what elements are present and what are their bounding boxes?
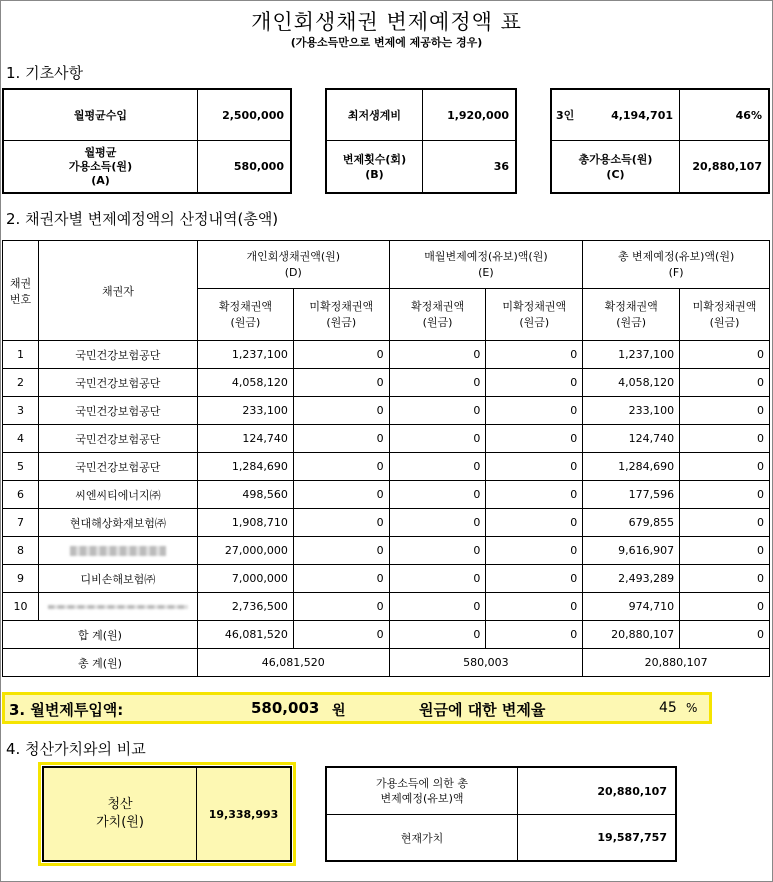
row-f-unconfirmed: 0	[680, 341, 770, 369]
row-d-unconfirmed: 0	[293, 593, 389, 621]
group-e-title: 매월변제예정(유보)액(원)	[424, 249, 548, 263]
total-repay-label	[327, 768, 517, 814]
total-disposable-label-line1: 총가용소득(원)	[578, 152, 653, 166]
disposable-value: 580,000	[233, 160, 284, 173]
group-e-sub: (E)	[478, 265, 494, 279]
table-row	[3, 593, 770, 621]
total-disposable-label-line2: (C)	[606, 167, 625, 181]
row-f-confirmed: 4,058,120	[583, 369, 680, 397]
row-d-confirmed: 27,000,000	[197, 537, 293, 565]
total-label: 총 계(원)	[3, 649, 198, 677]
row-d-unconfirmed: 0	[293, 453, 389, 481]
row-creditor-name	[38, 593, 197, 621]
row-d-confirmed: 124,740	[197, 425, 293, 453]
disposable-label-line1: 월평균	[84, 145, 117, 159]
sum-e1: 0	[389, 621, 486, 649]
liquidation-label-line2: 가치(원)	[96, 815, 144, 830]
repay-rate-unit: %	[686, 701, 698, 715]
row-e-unconfirmed: 0	[486, 481, 583, 509]
basic-info-box-income	[2, 88, 292, 194]
group-f-sub: (F)	[668, 265, 684, 279]
row-d-confirmed: 4,058,120	[197, 369, 293, 397]
row-creditor-name: 씨엔씨티에너지㈜	[38, 481, 197, 509]
row-e-confirmed: 0	[389, 369, 486, 397]
row-d-unconfirmed: 0	[293, 509, 389, 537]
row-d-unconfirmed: 0	[293, 369, 389, 397]
table-row	[3, 369, 770, 397]
group-f-title: 총 변제예정(유보)액(원)	[617, 249, 735, 263]
section2-heading: 2. 채권자별 변제예정액의 산정내역(총액)	[6, 210, 279, 228]
row-e-unconfirmed: 0	[486, 453, 583, 481]
total-d: 46,081,520	[197, 649, 389, 677]
col-header-no: 채권 번호	[3, 241, 39, 341]
liquidation-label	[44, 768, 196, 860]
sub-header-d-confirmed: 확정채권액 (원금)	[197, 289, 293, 341]
row-number: 1	[3, 341, 39, 369]
row-f-confirmed: 974,710	[583, 593, 680, 621]
basic-info-box-living	[325, 88, 517, 194]
row-e-confirmed: 0	[389, 537, 486, 565]
row-number: 7	[3, 509, 39, 537]
row-f-unconfirmed: 0	[680, 509, 770, 537]
group-header-e	[389, 241, 583, 289]
monthly-income-label: 월평균수입	[73, 109, 128, 122]
row-f-unconfirmed: 0	[680, 481, 770, 509]
sub-header-f-unconfirmed: 미확정채권액 (원금)	[680, 289, 770, 341]
page-subtitle: (가용소득만으로 변제에 제공하는 경우)	[290, 36, 483, 49]
present-value-value: 19,587,757	[597, 831, 667, 844]
row-d-unconfirmed: 0	[293, 565, 389, 593]
row-e-confirmed: 0	[389, 481, 486, 509]
row-number: 3	[3, 397, 39, 425]
row-f-unconfirmed: 0	[680, 397, 770, 425]
row-d-confirmed: 2,736,500	[197, 593, 293, 621]
repay-count-label-line2: (B)	[365, 167, 384, 181]
table-row	[3, 509, 770, 537]
group-header-d	[197, 241, 389, 289]
sub-header-f-confirmed: 확정채권액 (원금)	[583, 289, 680, 341]
row-creditor-name: 국민건강보험공단	[38, 369, 197, 397]
comparison-box	[325, 766, 677, 862]
sum-f1: 20,880,107	[583, 621, 680, 649]
row-creditor-name: 현대해상화재보험㈜	[38, 509, 197, 537]
row-d-unconfirmed: 0	[293, 481, 389, 509]
monthly-repay-label: 3. 월변제투입액:	[9, 701, 124, 719]
row-f-unconfirmed: 0	[680, 453, 770, 481]
row-d-unconfirmed: 0	[293, 397, 389, 425]
sum-row	[3, 621, 770, 649]
disposable-label-line3: (A)	[91, 173, 110, 187]
row-f-confirmed: 679,855	[583, 509, 680, 537]
table-row	[3, 565, 770, 593]
header-row-groups	[3, 241, 770, 289]
total-e: 580,003	[389, 649, 583, 677]
total-disposable-value: 20,880,107	[692, 160, 762, 173]
section3-bar	[2, 692, 712, 724]
row-d-confirmed: 233,100	[197, 397, 293, 425]
total-f: 20,880,107	[583, 649, 770, 677]
col-header-creditor: 채권자	[38, 241, 197, 341]
monthly-income-value: 2,500,000	[222, 108, 284, 122]
sub-header-e-unconfirmed: 미확정채권액 (원금)	[486, 289, 583, 341]
basic-info-box-total	[550, 88, 770, 194]
household-percent: 46%	[735, 108, 762, 122]
row-creditor-name: 국민건강보험공단	[38, 341, 197, 369]
row-e-unconfirmed: 0	[486, 593, 583, 621]
redacted-name-blur	[70, 546, 166, 556]
monthly-repay-amount: 580,003	[251, 699, 320, 717]
repay-count-label	[327, 141, 422, 192]
row-f-unconfirmed: 0	[680, 369, 770, 397]
row-number: 6	[3, 481, 39, 509]
table-row	[3, 341, 770, 369]
row-f-unconfirmed: 0	[680, 537, 770, 565]
total-repay-value: 20,880,107	[597, 784, 667, 798]
table-row	[3, 481, 770, 509]
row-f-confirmed: 9,616,907	[583, 537, 680, 565]
repay-rate-label: 원금에 대한 변제율	[419, 701, 546, 719]
row-creditor-name	[38, 537, 197, 565]
row-e-confirmed: 0	[389, 565, 486, 593]
disposable-label-line2: 가용소득(원)	[68, 159, 133, 173]
row-f-unconfirmed: 0	[680, 593, 770, 621]
row-d-confirmed: 1,237,100	[197, 341, 293, 369]
row-d-confirmed: 7,000,000	[197, 565, 293, 593]
section1-heading: 1. 기초사항	[6, 64, 84, 82]
sum-d2: 0	[293, 621, 389, 649]
row-e-confirmed: 0	[389, 425, 486, 453]
sum-label: 합 계(원)	[3, 621, 198, 649]
row-f-confirmed: 177,596	[583, 481, 680, 509]
min-living-value: 1,920,000	[447, 108, 509, 122]
table-row	[3, 453, 770, 481]
row-e-confirmed: 0	[389, 593, 486, 621]
row-d-confirmed: 1,908,710	[197, 509, 293, 537]
row-f-confirmed: 1,284,690	[583, 453, 680, 481]
sub-header-e-confirmed: 확정채권액 (원금)	[389, 289, 486, 341]
row-e-unconfirmed: 0	[486, 565, 583, 593]
repay-rate-value: 45	[659, 700, 677, 716]
row-f-confirmed: 2,493,289	[583, 565, 680, 593]
row-f-unconfirmed: 0	[680, 425, 770, 453]
disposable-label	[4, 141, 197, 192]
row-e-unconfirmed: 0	[486, 369, 583, 397]
row-f-confirmed: 233,100	[583, 397, 680, 425]
row-creditor-name: 디비손해보험㈜	[38, 565, 197, 593]
row-e-unconfirmed: 0	[486, 341, 583, 369]
row-f-confirmed: 1,237,100	[583, 341, 680, 369]
liquidation-label-line1: 청산	[107, 797, 133, 812]
total-repay-label-line2: 변제예정(유보)액	[380, 792, 464, 805]
group-d-sub: (D)	[284, 265, 302, 279]
row-f-unconfirmed: 0	[680, 565, 770, 593]
illegible-name-text	[48, 605, 188, 609]
row-e-unconfirmed: 0	[486, 537, 583, 565]
household-amount: 4,194,701	[611, 108, 673, 122]
group-d-title: 개인회생채권액(원)	[246, 249, 341, 263]
present-value-label: 현재가치	[400, 831, 444, 845]
row-number: 9	[3, 565, 39, 593]
monthly-repay-unit: 원	[332, 703, 346, 719]
sum-d1: 46,081,520	[197, 621, 293, 649]
row-d-confirmed: 498,560	[197, 481, 293, 509]
row-e-unconfirmed: 0	[486, 509, 583, 537]
sub-header-d-unconfirmed: 미확정채권액 (원금)	[293, 289, 389, 341]
repay-count-label-line1: 변제횟수(회)	[342, 152, 407, 166]
row-number: 8	[3, 537, 39, 565]
group-header-f	[583, 241, 770, 289]
row-d-unconfirmed: 0	[293, 537, 389, 565]
row-e-unconfirmed: 0	[486, 425, 583, 453]
creditor-rows	[3, 341, 770, 621]
table-row	[3, 425, 770, 453]
row-e-confirmed: 0	[389, 453, 486, 481]
liquidation-value: 19,338,993	[208, 807, 279, 821]
row-f-confirmed: 124,740	[583, 425, 680, 453]
table-row	[3, 537, 770, 565]
total-repay-label-line1: 가용소득에 의한 총	[375, 777, 468, 790]
sum-f2: 0	[680, 621, 770, 649]
row-d-unconfirmed: 0	[293, 425, 389, 453]
row-d-confirmed: 1,284,690	[197, 453, 293, 481]
section4-heading: 4. 청산가치와의 비교	[6, 740, 146, 758]
creditor-table	[2, 240, 770, 677]
row-number: 2	[3, 369, 39, 397]
table-row	[3, 397, 770, 425]
sum-e2: 0	[486, 621, 583, 649]
min-living-label: 최저생계비	[347, 109, 402, 122]
total-row	[3, 649, 770, 677]
row-e-confirmed: 0	[389, 341, 486, 369]
row-d-unconfirmed: 0	[293, 341, 389, 369]
row-number: 10	[3, 593, 39, 621]
page-title: 개인회생채권 변제예정액 표	[251, 10, 522, 34]
repay-count-value: 36	[493, 160, 509, 173]
row-number: 5	[3, 453, 39, 481]
household-size: 3인	[556, 109, 575, 122]
liquidation-box	[42, 766, 292, 862]
row-creditor-name: 국민건강보험공단	[38, 425, 197, 453]
row-creditor-name: 국민건강보험공단	[38, 453, 197, 481]
row-e-confirmed: 0	[389, 397, 486, 425]
total-disposable-label	[552, 141, 679, 192]
row-e-confirmed: 0	[389, 509, 486, 537]
row-number: 4	[3, 425, 39, 453]
row-creditor-name: 국민건강보험공단	[38, 397, 197, 425]
row-e-unconfirmed: 0	[486, 397, 583, 425]
